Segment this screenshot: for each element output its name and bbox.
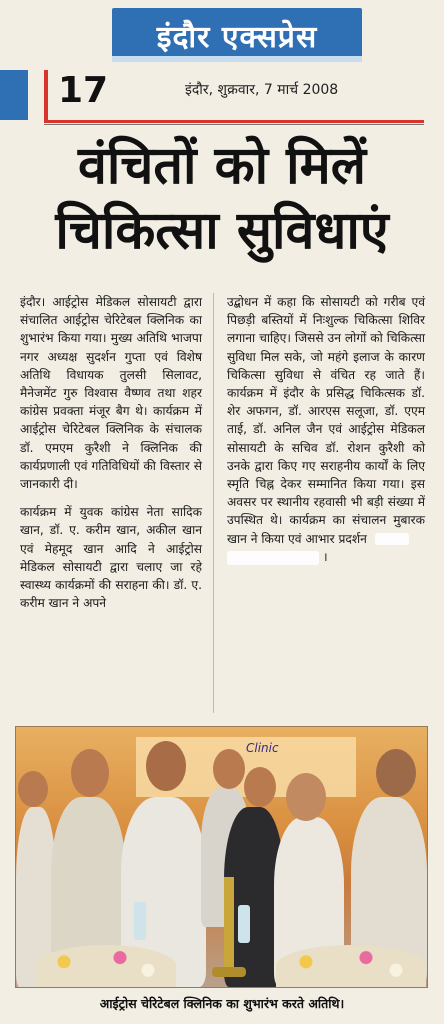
article-end-mark: । bbox=[323, 549, 328, 564]
person-head bbox=[213, 749, 245, 789]
redacted-mark bbox=[375, 533, 409, 545]
person-head bbox=[286, 773, 326, 821]
article-paragraph-3: उद्बोधन में कहा कि सोसायटी को गरीब एवं पिछड़ी बस्तियों में निःशुल्क चिकित्सा शिविर लगाना चाहिए। जिससे उन लोगों को चिकित्सा सुविधा मिल सके, जो महंगे इलाज के कारण चिकित्सा सुविधा से वंचित रह जाते हैं। कार्यक्रम में इंदौर के प्रसिद्ध चिकित्सक डॉ. शेर अफगन, डॉ. आरएस सलूजा, डॉ. एएम ताई, डॉ. अनिल जैन एवं आईट्रोस मेडिकल सोसायटी के सचिव डॉ. रोशन कुरैशी को उनके द्वारा किए गए सराहनीय कार्यों के लिए स्मृति चिह्न देकर सम्मानित किया गया। इस अवसर पर स्थानीय रहवासी भी बड़ी संख्या में उपस्थित थे। कार्यक्रम का संचालन मुबारक खान ने किया एवं आभार प्रदर्शन bbox=[227, 295, 425, 546]
ceremonial-lamp-base bbox=[212, 967, 246, 977]
person-head bbox=[146, 741, 186, 791]
masthead bbox=[112, 8, 362, 62]
headline-line-1: वंचितों को मिलें bbox=[78, 136, 366, 196]
person-head bbox=[18, 771, 48, 807]
article-paragraph-2: कार्यक्रम में युवक कांग्रेस नेता सादिक खान, डॉ. ए. करीम खान, अकील खान एवं मेहमूद खान आदि ने आईट्रोस मेडिकल सोसायटी द्वारा चलाए जा रहे स्वास्थ्य कार्यक्रमों की सराहना की। डॉ. ए. करीम खान ने अपने bbox=[20, 505, 202, 611]
water-bottle bbox=[134, 902, 146, 940]
left-blue-bar bbox=[0, 70, 28, 120]
person-head bbox=[71, 749, 109, 797]
person-head bbox=[376, 749, 416, 797]
red-divider bbox=[44, 70, 48, 120]
photo-caption: आईट्रोस चेरिटेबल क्लिनिक का शुभारंभ करते अतिथि। bbox=[99, 996, 345, 1011]
flower-arrangement bbox=[36, 945, 176, 987]
event-photo bbox=[15, 726, 428, 988]
header-rule-grey bbox=[44, 124, 424, 125]
article-paragraph-1: इंदौर। आईट्रोस मेडिकल सोसायटी द्वारा संचालित आईट्रोस चेरिटेबल क्लिनिक का शुभारंभ किया गया। मुख्य अतिथि भाजपा नगर अध्यक्ष सुदर्शन गुप्ता एवं विशेष अतिथि विधायक तुलसी सिलावट, मैनेजमेंट गुरु विश्वास वैष्णव तथा शहर कांग्रेस प्रवक्ता मंजूर बैग थे। कार्यक्रम में आईट्रोस चेरिटेबल क्लिनिक के संचालक डॉ. एमएम कुरैशी ने क्लिनिक की कार्यप्रणाली एवं गतिविधियों की विस्तार से जानकारी दी। bbox=[20, 295, 202, 492]
article-column-right bbox=[227, 293, 425, 566]
banner-text: Clinic bbox=[246, 741, 279, 755]
masthead-title: इंदौर एक्सप्रेस bbox=[156, 19, 318, 55]
water-bottle bbox=[238, 905, 250, 943]
dateline: इंदौर, शुक्रवार, 7 मार्च 2008 bbox=[185, 82, 339, 98]
headline-line-2: चिकित्सा सुविधाएं bbox=[55, 201, 389, 261]
redacted-mark bbox=[227, 551, 319, 565]
ceremonial-lamp bbox=[224, 877, 234, 972]
masthead-stripe bbox=[112, 56, 362, 62]
header-rule-red bbox=[44, 120, 424, 123]
article-column-left bbox=[20, 293, 202, 622]
flower-arrangement bbox=[276, 945, 426, 987]
column-divider bbox=[213, 293, 214, 713]
person-head bbox=[244, 767, 276, 807]
page-number: 17 bbox=[58, 70, 109, 111]
